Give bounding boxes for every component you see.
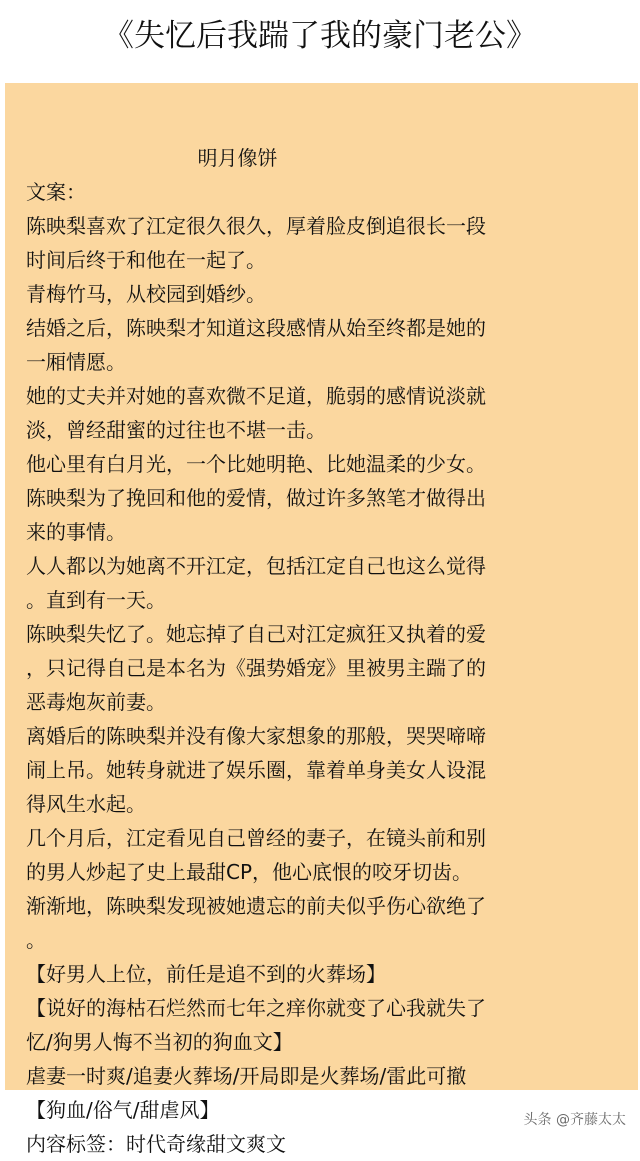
synopsis-line: 结婚之后，陈映梨才知道这段感情从始至终都是她的: [26, 316, 486, 340]
synopsis-line: 淡，曾经甜蜜的过往也不堪一击。: [26, 418, 326, 442]
synopsis-line: 人人都以为她离不开江定，包括江定自己也这么觉得: [26, 554, 486, 578]
synopsis-line: 得风生水起。: [26, 792, 146, 816]
synopsis-line: 他心里有白月光，一个比她明艳、比她温柔的少女。: [26, 452, 486, 476]
synopsis-line: ，只记得自己是本名为《强势婚宠》里被男主踹了的: [26, 656, 486, 680]
tag-line: 【好男人上位，前任是追不到的火葬场】: [26, 962, 386, 986]
synopsis-line: 文案：: [26, 180, 86, 204]
synopsis-line: 一厢情愿。: [26, 350, 126, 374]
tag-line: 虐妻一时爽/追妻火葬场/开局即是火葬场/雷此可撤: [26, 1064, 467, 1088]
synopsis-line: 。: [26, 928, 46, 952]
synopsis-line: 来的事情。: [26, 520, 126, 544]
synopsis-line: 陈映梨喜欢了江定很久很久，厚着脸皮倒追很长一段: [26, 214, 486, 238]
synopsis-text: [26, 175, 626, 1161]
book-title: 《失忆后我踹了我的豪门老公》: [103, 18, 537, 54]
tag-line: 【狗血/俗气/甜虐风】: [26, 1098, 220, 1122]
synopsis-line: 陈映梨为了挽回和他的爱情，做过许多煞笔才做得出: [26, 486, 486, 510]
synopsis-line: 她的丈夫并对她的喜欢微不足道，脆弱的感情说淡就: [26, 384, 486, 408]
synopsis-line: 渐渐地，陈映梨发现被她遗忘的前夫似乎伤心欲绝了: [26, 894, 486, 918]
synopsis-line: 几个月后，江定看见自己曾经的妻子，在镜头前和别: [26, 826, 486, 850]
synopsis-line: 恶毒炮灰前妻。: [26, 690, 166, 714]
tag-line: 忆/狗男人悔不当初的狗血文】: [26, 1030, 293, 1054]
source-watermark: 头条 @齐藤太太: [523, 1112, 626, 1128]
synopsis-line: 陈映梨失忆了。她忘掉了自己对江定疯狂又执着的爱: [26, 622, 486, 646]
content-tags: 内容标签：时代奇缘甜文爽文: [26, 1132, 286, 1156]
synopsis-line: 闹上吊。她转身就进了娱乐圈，靠着单身美女人设混: [26, 758, 486, 782]
tag-line: 【说好的海枯石烂然而七年之痒你就变了心我就失了: [26, 996, 486, 1020]
synopsis-line: 离婚后的陈映梨并没有像大家想象的那般，哭哭啼啼: [26, 724, 486, 748]
synopsis-line: 的男人炒起了史上最甜CP，他心底恨的咬牙切齿。: [26, 860, 473, 884]
author-name: 明月像饼: [197, 146, 278, 170]
synopsis-line: 时间后终于和他在一起了。: [26, 248, 266, 272]
synopsis-line: 。直到有一天。: [26, 588, 166, 612]
synopsis-line: 青梅竹马，从校园到婚纱。: [26, 282, 266, 306]
